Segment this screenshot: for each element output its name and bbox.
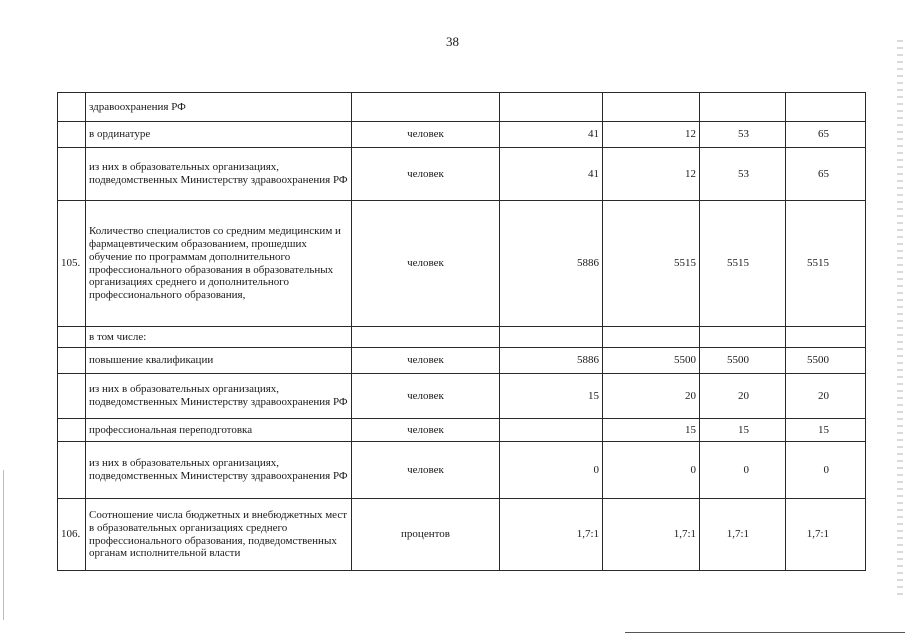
row-number (58, 442, 86, 499)
row-number (58, 419, 86, 442)
value-cell: 1,7:1 (500, 499, 603, 571)
indicator-name: здравоохранения РФ (86, 93, 352, 122)
value-cell (786, 327, 866, 348)
page-number: 38 (446, 34, 459, 49)
value-cell: 0 (786, 442, 866, 499)
unit-cell: человек (352, 419, 500, 442)
row-number: 105. (58, 201, 86, 327)
value-cell: 5886 (500, 348, 603, 374)
value-cell: 15 (700, 419, 786, 442)
value-cell: 15 (500, 374, 603, 419)
table-row (58, 442, 866, 499)
indicator-name: Соотношение числа бюджетных и внебюджетных мест в образовательных организациях среднего профессионального образования, подведомственных органам исполнительной власти (86, 499, 352, 571)
indicator-name: из них в образовательных организациях, подведомственных Министерству здравоохранения РФ (86, 374, 352, 419)
value-cell (700, 327, 786, 348)
row-number (58, 327, 86, 348)
row-number (58, 122, 86, 148)
value-cell: 5500 (700, 348, 786, 374)
footer-line (625, 632, 905, 633)
value-cell: 0 (700, 442, 786, 499)
row-number (58, 374, 86, 419)
value-cell: 5515 (786, 201, 866, 327)
value-cell: 15 (603, 419, 700, 442)
indicator-name: из них в образовательных организациях, подведомственных Министерству здравоохранения РФ (86, 442, 352, 499)
row-number (58, 148, 86, 201)
value-cell: 65 (786, 122, 866, 148)
unit-cell (352, 93, 500, 122)
row-number: 106. (58, 499, 86, 571)
unit-cell: человек (352, 148, 500, 201)
value-cell: 5500 (786, 348, 866, 374)
value-cell (500, 93, 603, 122)
value-cell: 0 (603, 442, 700, 499)
row-number (58, 348, 86, 374)
unit-cell: человек (352, 374, 500, 419)
value-cell (603, 93, 700, 122)
value-cell: 20 (603, 374, 700, 419)
table-row (58, 499, 866, 571)
scan-artifact (897, 40, 903, 600)
table-row (58, 93, 866, 122)
unit-cell (352, 327, 500, 348)
value-cell: 65 (786, 148, 866, 201)
value-cell: 20 (786, 374, 866, 419)
indicator-name: профессиональная переподготовка (86, 419, 352, 442)
table-row (58, 201, 866, 327)
value-cell: 5500 (603, 348, 700, 374)
row-number (58, 93, 86, 122)
indicator-name: в том числе: (86, 327, 352, 348)
margin-line (3, 470, 4, 620)
unit-cell: человек (352, 201, 500, 327)
value-cell: 5515 (700, 201, 786, 327)
value-cell: 53 (700, 122, 786, 148)
value-cell: 1,7:1 (603, 499, 700, 571)
indicator-name: Количество специалистов со средним медицинским и фармацевтическим образованием, прошедших обучение по программам дополнительного профессионального образования в образовательных организациях среднего и дополнительного профессионального образования, (86, 201, 352, 327)
unit-cell: человек (352, 122, 500, 148)
value-cell: 20 (700, 374, 786, 419)
table-row (58, 122, 866, 148)
value-cell: 1,7:1 (786, 499, 866, 571)
value-cell: 5886 (500, 201, 603, 327)
indicator-name: в ординатуре (86, 122, 352, 148)
indicator-name: повышение квалификации (86, 348, 352, 374)
value-cell: 41 (500, 122, 603, 148)
value-cell: 12 (603, 122, 700, 148)
table-row (58, 348, 866, 374)
value-cell: 12 (603, 148, 700, 201)
value-cell: 15 (786, 419, 866, 442)
indicator-name: из них в образовательных организациях, подведомственных Министерству здравоохранения РФ (86, 148, 352, 201)
data-table (57, 92, 866, 571)
unit-cell: человек (352, 348, 500, 374)
value-cell (500, 327, 603, 348)
table-row (58, 374, 866, 419)
unit-cell: человек (352, 442, 500, 499)
value-cell (700, 93, 786, 122)
value-cell: 41 (500, 148, 603, 201)
value-cell (603, 327, 700, 348)
table-row (58, 327, 866, 348)
value-cell: 0 (500, 442, 603, 499)
value-cell: 1,7:1 (700, 499, 786, 571)
value-cell: 53 (700, 148, 786, 201)
value-cell (500, 419, 603, 442)
value-cell: 5515 (603, 201, 700, 327)
table-row (58, 148, 866, 201)
table-row (58, 419, 866, 442)
unit-cell: процентов (352, 499, 500, 571)
value-cell (786, 93, 866, 122)
